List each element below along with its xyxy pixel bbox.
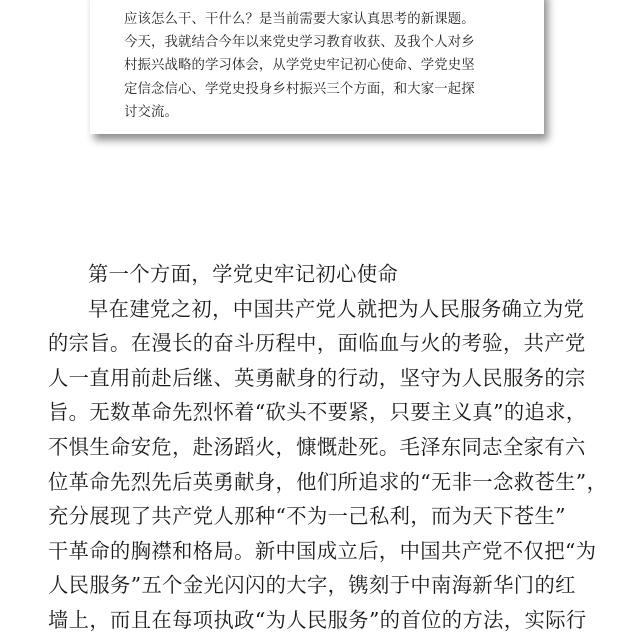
paragraph-line: 充分展现了共产党人那种“不为一己私利，而为天下苍生” (48, 504, 566, 529)
paragraph-line: 旨。无数革命先烈怀着“砍头不要紧，只要主义真”的追求， (48, 400, 587, 425)
preview-card (90, 0, 544, 134)
preview-line: 村振兴战略的学习体会，从学党史牢记初心使命、学党史坚 (124, 58, 475, 74)
paragraph-line: 干革命的胸襟和格局。新中国成立后，中国共产党不仅把“为 (48, 538, 597, 563)
paragraph-line: 墙上，而且在每项执政“为人民服务”的首位的方法，实际行 (48, 607, 587, 632)
article-body (48, 257, 608, 638)
paragraph-line: 人一直用前赴后继、英勇献身的行动，坚守为人民服务的宗 (48, 365, 586, 390)
paragraph-line: 人民服务”五个金光闪闪的大字，镌刻于中南海新华门的红 (48, 573, 576, 598)
preview-line: 今天，我就结合今年以来党史学习教育收获、及我个人对乡 (124, 35, 475, 51)
preview-line: 讨交流。 (124, 104, 178, 120)
paragraph-line: 的宗旨。在漫长的奋斗历程中，面临血与火的考验，共产党 (48, 331, 586, 356)
section-heading: 第一个方面，学党史牢记初心使命 (88, 262, 399, 286)
paragraph-line: 不惧生命安危，赴汤蹈火，慷慨赴死。毛泽东同志全家有六 (48, 434, 586, 459)
paragraph-line: 位革命先烈先后英勇献身，他们所追求的“无非一念救苍生”， (48, 469, 608, 494)
paragraph-first-line: 早在建党之初，中国共产党人就把为人民服务确立为党 (88, 296, 585, 321)
preview-line: 应该怎么干、干什么？是当前需要大家认真思考的新课题。 (124, 12, 475, 27)
preview-line: 定信念信心、学党史投身乡村振兴三个方面，和大家一起探 (124, 81, 475, 97)
